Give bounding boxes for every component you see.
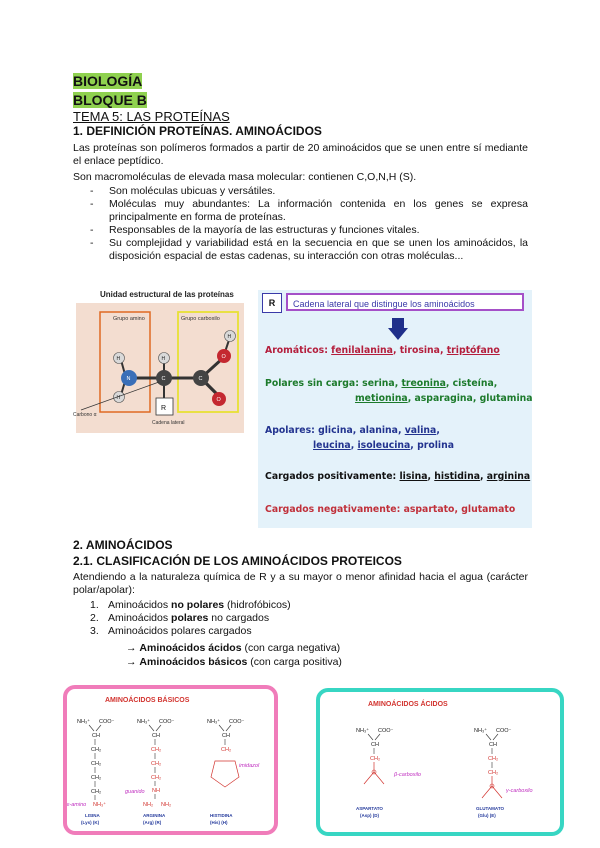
pointer-line <box>81 382 159 410</box>
svg-text:imidazol: imidazol <box>239 763 260 769</box>
svg-text:NH₃⁺: NH₃⁺ <box>474 728 488 734</box>
section2-intro: Atendiendo a la naturaleza química de R y a su mayor o menor afinidad hacia el agua (carácter polar/apolar): <box>73 571 528 596</box>
svg-text:COO⁻: COO⁻ <box>159 719 175 725</box>
svg-text:(Glu) (E): (Glu) (E) <box>478 813 496 818</box>
svg-text:(Asp) (D): (Asp) (D) <box>360 813 379 818</box>
figure-title: Unidad estructural de las proteínas <box>100 290 234 299</box>
box-title: AMINOÁCIDOS ÁCIDOS <box>368 701 448 708</box>
carboxyl-group-box <box>178 312 238 412</box>
svg-text:NH₂: NH₂ <box>143 802 154 808</box>
negative-row: Cargados negativamente: aspartato, glutamato <box>265 504 516 515</box>
list-item: 3. Aminoácidos polares cargados <box>90 625 252 637</box>
amino-group-box <box>100 312 150 412</box>
svg-text:NH₃⁺: NH₃⁺ <box>356 728 370 734</box>
svg-text:CH₂: CH₂ <box>151 761 162 767</box>
svg-text:COO⁻: COO⁻ <box>378 728 394 734</box>
svg-text:CH: CH <box>222 733 230 739</box>
svg-text:GLUTAMATO: GLUTAMATO <box>476 806 504 811</box>
svg-text:γ-carboxilo: γ-carboxilo <box>506 788 533 794</box>
atom-label: H <box>116 356 121 362</box>
svg-text:(His) (H): (His) (H) <box>210 820 228 825</box>
atom-label: H <box>227 334 232 340</box>
svg-text:CH₂: CH₂ <box>91 789 102 795</box>
positive-row: Cargados positivamente: lisina, histidina, arginina <box>265 471 531 482</box>
list-item: - Responsables de la mayoría de las estructuras y funciones vitales. <box>90 224 528 237</box>
svg-text:NH₃⁺: NH₃⁺ <box>207 719 221 725</box>
svg-text:CH₂: CH₂ <box>151 775 162 781</box>
atom-label: H <box>161 356 166 362</box>
svg-text:COO⁻: COO⁻ <box>229 719 245 725</box>
svg-text:(Lys) (K): (Lys) (K) <box>81 820 100 825</box>
aromatic-row: Aromáticos: fenilalanina, tirosina, triptófano <box>265 345 500 356</box>
carbon-alpha-label: Carbono α <box>73 412 97 418</box>
basic-structures <box>67 689 274 831</box>
svg-text:guanido: guanido <box>125 789 145 795</box>
carboxyl-group-label: Grupo carboxilo <box>181 316 220 322</box>
apolar-row-2: leucina, isoleucina, prolina <box>313 440 454 451</box>
svg-text:NH₂: NH₂ <box>161 802 172 808</box>
svg-text:CH: CH <box>152 733 160 739</box>
section1-para2: Son macromoléculas de elevada masa molecular: contienen C,O,N,H (S). <box>73 171 417 183</box>
amino-group-label: Grupo amino <box>113 316 145 322</box>
apolar-row: Apolares: glicina, alanina, valina, <box>265 425 440 436</box>
section2-subtitle: 2.1. CLASIFICACIÓN DE LOS AMINOÁCIDOS PROTEICOS <box>73 554 402 568</box>
basic-amino-acids-box <box>63 685 278 835</box>
svg-text:CH₂: CH₂ <box>91 775 102 781</box>
r-box: R <box>262 293 282 313</box>
down-arrow-icon <box>388 318 408 340</box>
list-item: - Su complejidad y variabilidad está en la secuencia en que se unen los aminoácidos, la disposición espacial de estas cadenas, su interacción con otras moléculas... <box>90 237 528 263</box>
atom-label: O <box>221 354 226 360</box>
svg-text:NH₃⁺: NH₃⁺ <box>93 802 107 808</box>
svg-text:COO⁻: COO⁻ <box>99 719 115 725</box>
svg-text:CH: CH <box>489 742 497 748</box>
list-item: 1. Aminoácidos no polares (hidrofóbicos) <box>90 599 291 611</box>
atom-label: O <box>216 397 221 403</box>
svg-text:HISTIDINA: HISTIDINA <box>210 813 233 818</box>
acid-structures <box>320 692 560 832</box>
svg-text:CH₂: CH₂ <box>370 756 381 762</box>
svg-text:CH₂: CH₂ <box>91 747 102 753</box>
svg-text:CH₂: CH₂ <box>91 761 102 767</box>
list-item: 2. Aminoácidos polares no cargados <box>90 612 270 624</box>
section1-para1: Las proteínas son polímeros formados a partir de 20 aminoácidos que se unen entre sí mediante el enlace peptídico. <box>73 142 528 167</box>
topic-title: TEMA 5: LAS PROTEÍNAS <box>73 109 230 124</box>
svg-text:ASPARTATO: ASPARTATO <box>356 806 383 811</box>
atom-label: C <box>198 376 203 382</box>
svg-text:COO⁻: COO⁻ <box>496 728 512 734</box>
subject-title: BIOLOGÍA <box>73 73 143 89</box>
svg-text:ε-amino: ε-amino <box>67 802 87 808</box>
atom-label: N <box>126 376 131 382</box>
atom-label: C <box>161 376 166 382</box>
svg-text:CH₂: CH₂ <box>151 747 162 753</box>
polar-row: Polares sin carga: serina, treonina, cisteína, <box>265 378 498 389</box>
atom-label: H <box>116 395 121 401</box>
amino-acid-diagram <box>71 300 256 445</box>
svg-text:LISINA: LISINA <box>85 813 100 818</box>
acid-amino-acids-box <box>316 688 564 836</box>
section1-title: 1. DEFINICIÓN PROTEÍNAS. AMINOÁCIDOS <box>73 124 322 138</box>
side-chain-label: Cadena lateral <box>152 420 185 426</box>
svg-text:CH₂: CH₂ <box>488 756 499 762</box>
basic-amino-line: → Aminoácidos básicos (con carga positiva) <box>126 656 342 668</box>
polar-row-2: metionina, asparagina, glutamina <box>355 393 533 404</box>
svg-text:NH₃⁺: NH₃⁺ <box>77 719 91 725</box>
box-title: AMINOÁCIDOS BÁSICOS <box>105 697 190 704</box>
panel-header: Cadena lateral que distingue los aminoácidos <box>286 293 524 311</box>
svg-text:CH: CH <box>92 733 100 739</box>
acid-amino-line: → Aminoácidos ácidos (con carga negativa) <box>126 642 341 654</box>
classification-list <box>90 599 291 638</box>
svg-text:ARGININA: ARGININA <box>143 813 166 818</box>
block-title: BLOQUE B <box>73 92 147 108</box>
list-item: - Moléculas muy abundantes: La información contenida en los genes se expresa principalmente en forma de proteínas. <box>90 198 528 224</box>
svg-text:(Arg) (R): (Arg) (R) <box>143 820 162 825</box>
section1-bullets <box>90 185 528 263</box>
svg-text:NH: NH <box>152 788 160 794</box>
list-item: - Son moléculas ubicuas y versátiles. <box>90 185 528 198</box>
svg-text:β-carboxilo: β-carboxilo <box>394 772 421 778</box>
svg-text:CH₂: CH₂ <box>488 770 499 776</box>
svg-text:CH₂: CH₂ <box>221 747 232 753</box>
svg-text:CH: CH <box>371 742 379 748</box>
section2-title: 2. AMINOÁCIDOS <box>73 538 173 552</box>
r-label: R <box>161 405 167 412</box>
svg-text:NH₃⁺: NH₃⁺ <box>137 719 151 725</box>
